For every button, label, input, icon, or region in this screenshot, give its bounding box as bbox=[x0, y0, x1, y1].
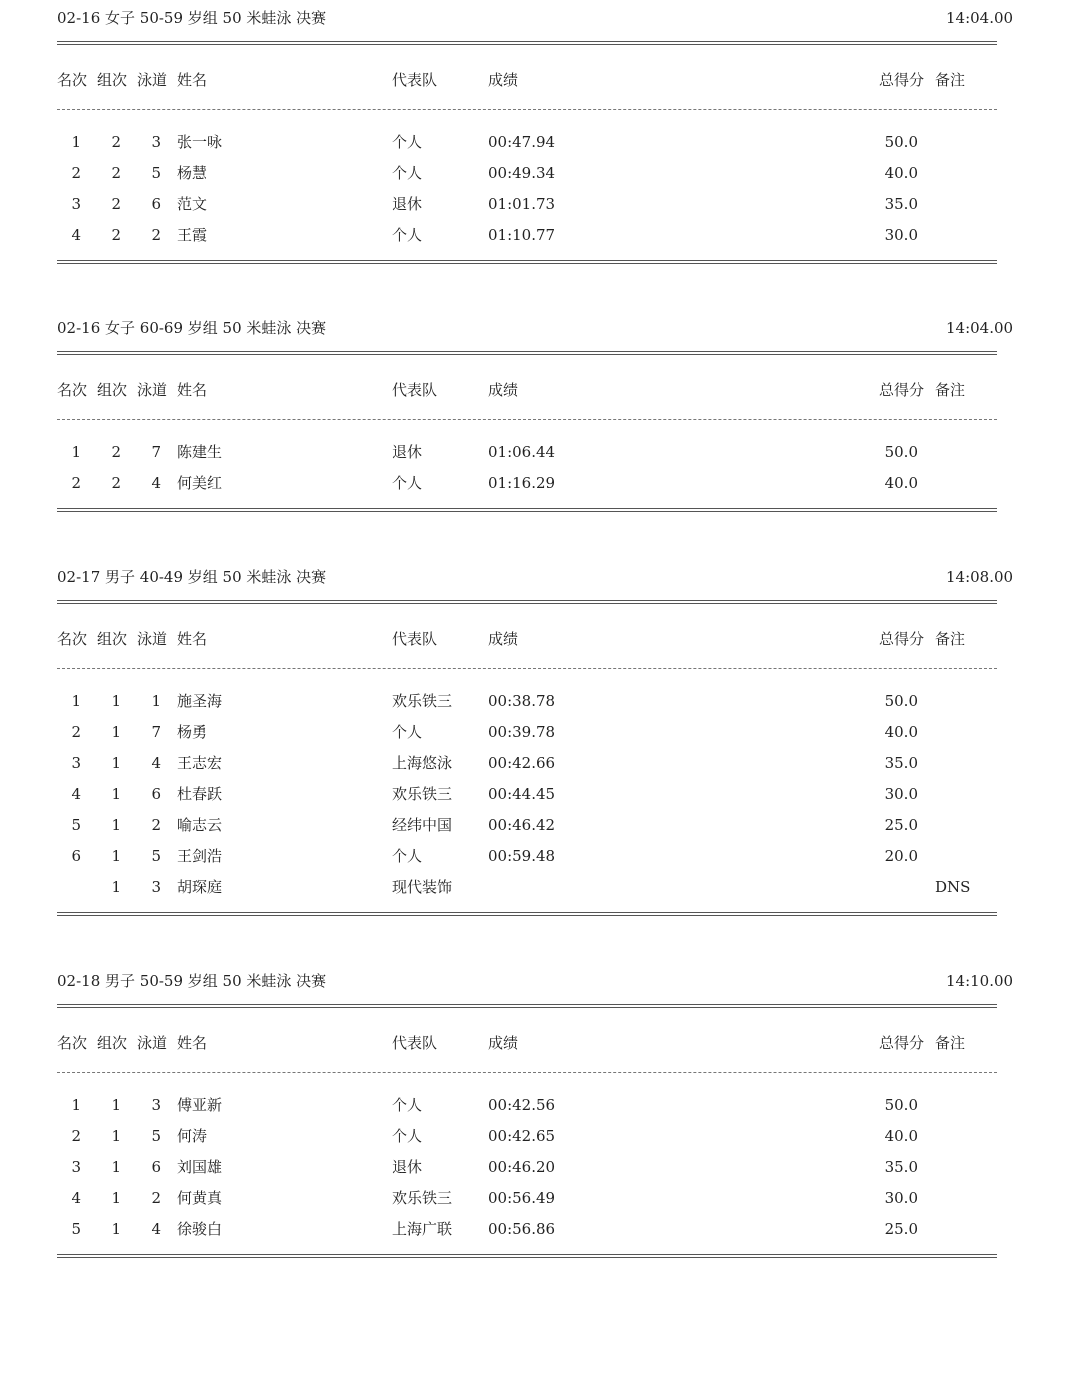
cell-result: 00:46.42 bbox=[488, 816, 556, 834]
cell-team: 退休 bbox=[392, 443, 423, 461]
cell-rank: 4 bbox=[71, 1189, 81, 1207]
cell-score: 20.0 bbox=[884, 847, 918, 865]
cell-team: 个人 bbox=[392, 164, 423, 182]
cell-note: DNS bbox=[935, 878, 971, 896]
cell-name: 何涛 bbox=[177, 1127, 208, 1145]
cell-score: 40.0 bbox=[884, 723, 918, 741]
header-rank: 名次 bbox=[57, 1034, 88, 1052]
cell-lane: 4 bbox=[151, 474, 161, 492]
double-rule bbox=[57, 600, 997, 601]
header-group: 组次 bbox=[97, 1034, 128, 1052]
cell-team: 欢乐铁三 bbox=[392, 692, 453, 710]
cell-result: 01:06.44 bbox=[488, 443, 556, 461]
header-score: 总得分 bbox=[879, 1034, 925, 1052]
table-row bbox=[0, 163, 1080, 194]
table-row bbox=[0, 877, 1080, 908]
cell-name: 何美红 bbox=[177, 474, 223, 492]
table-row bbox=[0, 1219, 1080, 1250]
cell-team: 欢乐铁三 bbox=[392, 1189, 453, 1207]
cell-team: 经纬中国 bbox=[392, 816, 453, 834]
cell-name: 施圣海 bbox=[177, 692, 223, 710]
cell-team: 个人 bbox=[392, 226, 423, 244]
cell-group: 1 bbox=[111, 1189, 121, 1207]
cell-team: 现代装饰 bbox=[392, 878, 453, 896]
cell-result: 01:10.77 bbox=[488, 226, 556, 244]
cell-score: 50.0 bbox=[884, 692, 918, 710]
cell-rank: 4 bbox=[71, 226, 81, 244]
cell-group: 1 bbox=[111, 1220, 121, 1238]
header-score: 总得分 bbox=[879, 381, 925, 399]
cell-rank: 5 bbox=[71, 1220, 81, 1238]
cell-team: 欢乐铁三 bbox=[392, 785, 453, 803]
event-title: 02-16 女子 50-59 岁组 50 米蛙泳 决赛 bbox=[57, 9, 327, 27]
double-rule bbox=[57, 351, 997, 352]
cell-team: 退休 bbox=[392, 195, 423, 213]
cell-team: 个人 bbox=[392, 1096, 423, 1114]
cell-group: 1 bbox=[111, 1127, 121, 1145]
cell-lane: 6 bbox=[151, 1158, 161, 1176]
double-rule bbox=[57, 508, 997, 509]
cell-result: 00:56.49 bbox=[488, 1189, 556, 1207]
header-score: 总得分 bbox=[879, 71, 925, 89]
event-title: 02-16 女子 60-69 岁组 50 米蛙泳 决赛 bbox=[57, 319, 327, 337]
cell-rank: 2 bbox=[71, 1127, 81, 1145]
event-time: 14:10.00 bbox=[946, 972, 1014, 990]
cell-lane: 4 bbox=[151, 754, 161, 772]
cell-rank: 1 bbox=[71, 443, 81, 461]
header-result: 成绩 bbox=[488, 71, 519, 89]
header-note: 备注 bbox=[935, 630, 966, 648]
cell-result: 01:01.73 bbox=[488, 195, 556, 213]
table-row bbox=[0, 784, 1080, 815]
cell-group: 1 bbox=[111, 692, 121, 710]
cell-group: 2 bbox=[111, 195, 121, 213]
header-name: 姓名 bbox=[177, 71, 208, 89]
cell-score: 40.0 bbox=[884, 474, 918, 492]
cell-group: 1 bbox=[111, 1158, 121, 1176]
cell-team: 退休 bbox=[392, 1158, 423, 1176]
cell-name: 刘国雄 bbox=[177, 1158, 223, 1176]
cell-group: 1 bbox=[111, 785, 121, 803]
cell-name: 杨慧 bbox=[177, 164, 208, 182]
cell-team: 个人 bbox=[392, 474, 423, 492]
header-result: 成绩 bbox=[488, 381, 519, 399]
cell-group: 1 bbox=[111, 847, 121, 865]
cell-group: 1 bbox=[111, 816, 121, 834]
cell-rank: 3 bbox=[71, 754, 81, 772]
table-row bbox=[0, 1188, 1080, 1219]
cell-lane: 3 bbox=[151, 133, 161, 151]
header-name: 姓名 bbox=[177, 381, 208, 399]
cell-name: 范文 bbox=[177, 195, 208, 213]
cell-lane: 7 bbox=[151, 443, 161, 461]
cell-lane: 6 bbox=[151, 195, 161, 213]
cell-group: 2 bbox=[111, 226, 121, 244]
cell-score: 30.0 bbox=[884, 785, 918, 803]
cell-rank: 6 bbox=[71, 847, 81, 865]
double-rule bbox=[57, 912, 997, 913]
cell-result: 00:47.94 bbox=[488, 133, 556, 151]
header-rank: 名次 bbox=[57, 630, 88, 648]
cell-result: 00:39.78 bbox=[488, 723, 556, 741]
header-rank: 名次 bbox=[57, 71, 88, 89]
cell-name: 杜春跃 bbox=[177, 785, 223, 803]
header-lane: 泳道 bbox=[137, 381, 168, 399]
cell-rank: 3 bbox=[71, 195, 81, 213]
cell-lane: 6 bbox=[151, 785, 161, 803]
cell-result: 00:46.20 bbox=[488, 1158, 556, 1176]
dashed-rule bbox=[57, 109, 997, 110]
event-time: 14:04.00 bbox=[946, 9, 1014, 27]
cell-group: 1 bbox=[111, 1096, 121, 1114]
table-row bbox=[0, 691, 1080, 722]
table-row bbox=[0, 846, 1080, 877]
cell-score: 25.0 bbox=[884, 816, 918, 834]
cell-team: 个人 bbox=[392, 1127, 423, 1145]
cell-result: 01:16.29 bbox=[488, 474, 556, 492]
cell-lane: 7 bbox=[151, 723, 161, 741]
cell-name: 胡琛庭 bbox=[177, 878, 223, 896]
cell-lane: 2 bbox=[151, 1189, 161, 1207]
table-row bbox=[0, 722, 1080, 753]
header-group: 组次 bbox=[97, 630, 128, 648]
table-row bbox=[0, 753, 1080, 784]
cell-result: 00:44.45 bbox=[488, 785, 556, 803]
table-row bbox=[0, 442, 1080, 473]
event-time: 14:04.00 bbox=[946, 319, 1014, 337]
double-rule bbox=[57, 1254, 997, 1255]
cell-lane: 2 bbox=[151, 816, 161, 834]
header-lane: 泳道 bbox=[137, 1034, 168, 1052]
cell-rank: 4 bbox=[71, 785, 81, 803]
cell-lane: 5 bbox=[151, 1127, 161, 1145]
header-score: 总得分 bbox=[879, 630, 925, 648]
cell-team: 个人 bbox=[392, 133, 423, 151]
cell-group: 2 bbox=[111, 164, 121, 182]
event-time: 14:08.00 bbox=[946, 568, 1014, 586]
cell-rank: 3 bbox=[71, 1158, 81, 1176]
cell-lane: 3 bbox=[151, 878, 161, 896]
cell-score: 30.0 bbox=[884, 1189, 918, 1207]
table-row bbox=[0, 1095, 1080, 1126]
cell-name: 王志宏 bbox=[177, 754, 223, 772]
cell-group: 1 bbox=[111, 754, 121, 772]
cell-team: 上海广联 bbox=[392, 1220, 453, 1238]
cell-name: 王霞 bbox=[177, 226, 208, 244]
cell-rank: 1 bbox=[71, 692, 81, 710]
cell-lane: 5 bbox=[151, 164, 161, 182]
cell-name: 陈建生 bbox=[177, 443, 223, 461]
cell-lane: 1 bbox=[151, 692, 161, 710]
cell-name: 徐骏白 bbox=[177, 1220, 223, 1238]
cell-team: 个人 bbox=[392, 723, 423, 741]
dashed-rule bbox=[57, 1072, 997, 1073]
cell-result: 00:42.56 bbox=[488, 1096, 556, 1114]
cell-result: 00:56.86 bbox=[488, 1220, 556, 1238]
cell-rank: 1 bbox=[71, 1096, 81, 1114]
cell-result: 00:38.78 bbox=[488, 692, 556, 710]
header-note: 备注 bbox=[935, 1034, 966, 1052]
cell-lane: 2 bbox=[151, 226, 161, 244]
cell-name: 王剑浩 bbox=[177, 847, 223, 865]
cell-score: 35.0 bbox=[884, 1158, 918, 1176]
header-name: 姓名 bbox=[177, 630, 208, 648]
cell-result: 00:42.66 bbox=[488, 754, 556, 772]
event-title: 02-18 男子 50-59 岁组 50 米蛙泳 决赛 bbox=[57, 972, 327, 990]
event-section bbox=[0, 971, 1080, 1396]
cell-score: 35.0 bbox=[884, 754, 918, 772]
cell-name: 喻志云 bbox=[177, 816, 223, 834]
header-group: 组次 bbox=[97, 71, 128, 89]
cell-lane: 4 bbox=[151, 1220, 161, 1238]
header-note: 备注 bbox=[935, 381, 966, 399]
cell-score: 35.0 bbox=[884, 195, 918, 213]
cell-lane: 3 bbox=[151, 1096, 161, 1114]
cell-score: 50.0 bbox=[884, 1096, 918, 1114]
cell-group: 2 bbox=[111, 443, 121, 461]
header-result: 成绩 bbox=[488, 1034, 519, 1052]
table-row bbox=[0, 1126, 1080, 1157]
header-team: 代表队 bbox=[392, 381, 438, 399]
header-lane: 泳道 bbox=[137, 71, 168, 89]
header-lane: 泳道 bbox=[137, 630, 168, 648]
cell-score: 30.0 bbox=[884, 226, 918, 244]
table-row bbox=[0, 194, 1080, 225]
cell-group: 2 bbox=[111, 474, 121, 492]
cell-score: 25.0 bbox=[884, 1220, 918, 1238]
table-row bbox=[0, 132, 1080, 163]
cell-name: 张一咏 bbox=[177, 133, 223, 151]
cell-score: 40.0 bbox=[884, 1127, 918, 1145]
cell-rank: 2 bbox=[71, 164, 81, 182]
cell-rank: 2 bbox=[71, 474, 81, 492]
cell-team: 上海悠泳 bbox=[392, 754, 453, 772]
header-team: 代表队 bbox=[392, 71, 438, 89]
dashed-rule bbox=[57, 668, 997, 669]
cell-rank: 1 bbox=[71, 133, 81, 151]
table-row bbox=[0, 225, 1080, 256]
header-group: 组次 bbox=[97, 381, 128, 399]
cell-rank: 2 bbox=[71, 723, 81, 741]
cell-group: 1 bbox=[111, 878, 121, 896]
header-result: 成绩 bbox=[488, 630, 519, 648]
table-row bbox=[0, 473, 1080, 504]
cell-name: 傅亚新 bbox=[177, 1096, 223, 1114]
cell-result: 00:49.34 bbox=[488, 164, 556, 182]
cell-team: 个人 bbox=[392, 847, 423, 865]
cell-group: 2 bbox=[111, 133, 121, 151]
cell-score: 50.0 bbox=[884, 133, 918, 151]
header-team: 代表队 bbox=[392, 630, 438, 648]
dashed-rule bbox=[57, 419, 997, 420]
header-name: 姓名 bbox=[177, 1034, 208, 1052]
event-title: 02-17 男子 40-49 岁组 50 米蛙泳 决赛 bbox=[57, 568, 327, 586]
cell-score: 50.0 bbox=[884, 443, 918, 461]
header-rank: 名次 bbox=[57, 381, 88, 399]
header-team: 代表队 bbox=[392, 1034, 438, 1052]
table-row bbox=[0, 815, 1080, 846]
cell-lane: 5 bbox=[151, 847, 161, 865]
double-rule bbox=[57, 41, 997, 42]
table-row bbox=[0, 1157, 1080, 1188]
cell-group: 1 bbox=[111, 723, 121, 741]
cell-rank: 5 bbox=[71, 816, 81, 834]
double-rule bbox=[57, 1004, 997, 1005]
cell-result: 00:42.65 bbox=[488, 1127, 556, 1145]
cell-name: 杨勇 bbox=[177, 723, 208, 741]
header-note: 备注 bbox=[935, 71, 966, 89]
cell-result: 00:59.48 bbox=[488, 847, 556, 865]
double-rule bbox=[57, 260, 997, 261]
cell-score: 40.0 bbox=[884, 164, 918, 182]
cell-name: 何黄真 bbox=[177, 1189, 223, 1207]
